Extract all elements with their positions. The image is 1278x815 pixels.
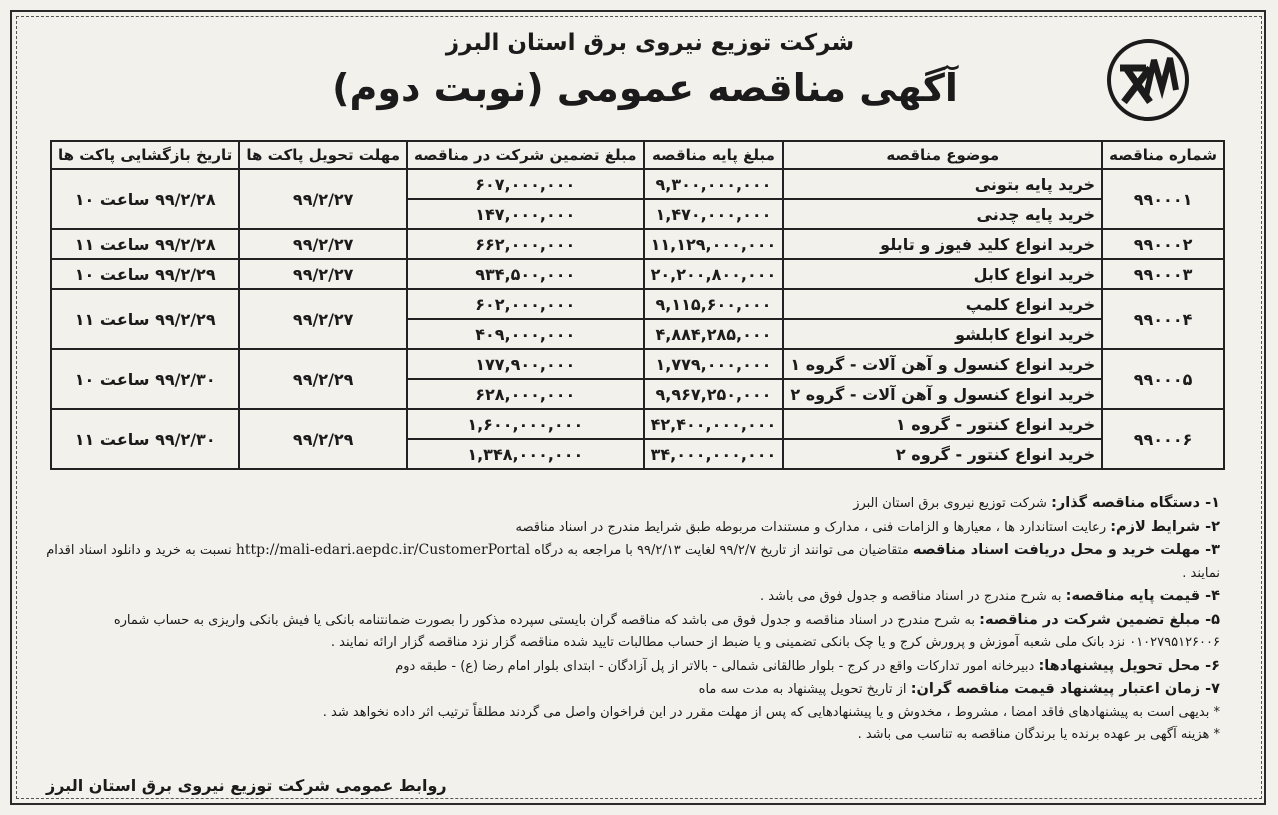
guarantee-amount: ۱,۶۰۰,۰۰۰,۰۰۰ [407,409,644,439]
note-label: ۵- مبلغ تضمین شرکت در مناقصه: [979,611,1220,628]
guarantee-amount: ۶۲۸,۰۰۰,۰۰۰ [407,379,644,409]
column-header: شماره مناقصه [1102,141,1224,169]
note-text: شرکت توزیع نیروی برق استان البرز [853,496,1052,511]
tender-subject: خرید انواع کنتور - گروه ۱ [783,409,1102,439]
note-item [40,492,1220,516]
table-row [51,169,1224,199]
base-amount: ۲۰,۲۰۰,۸۰۰,۰۰۰ [644,259,784,289]
tender-subject: خرید انواع کنسول و آهن آلات - گروه ۲ [783,379,1102,409]
tender-subject: خرید انواع کابلشو [783,319,1102,349]
note-text: متقاضیان می توانند از تاریخ ۹۹/۲/۷ لغایت ۹۹/۲/۱۳ با مراجعه به درگاه [530,543,913,558]
note-text: نسبت به خرید و دانلود اسناد اقدام نمایند . [46,543,1220,581]
guarantee-amount: ۹۳۴,۵۰۰,۰۰۰ [407,259,644,289]
base-amount: ۹,۱۱۵,۶۰۰,۰۰۰ [644,289,784,319]
opening-date: ۹۹/۲/۳۰ ساعت ۱۰ [51,349,239,409]
note-item [40,655,1220,679]
tender-subject: خرید پایه چدنی [783,199,1102,229]
tender-subject: خرید انواع کابل [783,259,1102,289]
table-row [51,289,1224,319]
tender-number: ۹۹۰۰۰۶ [1102,409,1224,469]
delivery-deadline: ۹۹/۲/۲۹ [239,409,407,469]
opening-date: ۹۹/۲/۲۸ ساعت ۱۱ [51,229,239,259]
column-header: مبلغ تضمین شرکت در مناقصه [407,141,644,169]
tender-subject: خرید انواع کلید فیوز و تابلو [783,229,1102,259]
table-row [51,409,1224,439]
note-item [40,609,1220,655]
public-relations-signature: روابط عمومی شرکت توزیع نیروی برق استان البرز [46,776,447,795]
base-amount: ۱۱,۱۲۹,۰۰۰,۰۰۰ [644,229,784,259]
delivery-deadline: ۹۹/۲/۲۷ [239,229,407,259]
note-item [40,678,1220,702]
base-amount: ۱,۴۷۰,۰۰۰,۰۰۰ [644,199,784,229]
note-label: ۷- زمان اعتبار پیشنهاد قیمت مناقصه گران: [910,681,1220,697]
tender-subject: خرید پایه بتونی [783,169,1102,199]
tender-number: ۹۹۰۰۰۱ [1102,169,1224,229]
opening-date: ۹۹/۲/۲۹ ساعت ۱۱ [51,289,239,349]
column-header: مبلغ پایه مناقصه [644,141,784,169]
delivery-deadline: ۹۹/۲/۲۷ [239,169,407,229]
base-amount: ۱,۷۷۹,۰۰۰,۰۰۰ [644,349,784,379]
note-text: به شرح مندرج در اسناد مناقصه و جدول فوق می باشد که مناقصه گران بایستی سپرده مذکور را بصورت ضمانتنامه بانکی یا فیش بانکی واریزی به حساب شماره ۰۱۰۲۷۹۵۱۲۶۰۰۶ نزد بانک ملی شعبه آموزش و پرورش کرج و یا چک بانکی تضمینی و یا ضبط از حساب مطالبات تایید شده مناقصه گزار نزد مناقصه گزار ارائه نمایند . [113,612,1220,650]
column-header: مهلت تحویل پاکت ها [239,141,407,169]
table-row [51,349,1224,379]
guarantee-amount: ۶۰۲,۰۰۰,۰۰۰ [407,289,644,319]
column-header: تاریخ بازگشایی پاکت ها [51,141,239,169]
guarantee-amount: ۱۴۷,۰۰۰,۰۰۰ [407,199,644,229]
page-title: آگهی مناقصه عمومی (نوبت دوم) [332,66,958,110]
portal-link[interactable]: http://mali-edari.aepdc.ir/CustomerPortal [235,542,531,558]
note-item [40,516,1220,540]
tender-number: ۹۹۰۰۰۴ [1102,289,1224,349]
note-item [40,539,1220,585]
note-text: دبیرخانه امور تدارکات واقع در کرج - بلوار طالقانی شمالی - بالاتر از پل آزادگان - ابتدای بلوار امام رضا (ع) - طبقه دوم [395,658,1039,674]
base-amount: ۳۴,۰۰۰,۰۰۰,۰۰۰ [644,439,784,469]
opening-date: ۹۹/۲/۲۹ ساعت ۱۰ [51,259,239,289]
guarantee-amount: ۶۶۲,۰۰۰,۰۰۰ [407,229,644,259]
base-amount: ۹,۹۶۷,۲۵۰,۰۰۰ [644,379,784,409]
column-header: موضوع مناقصه [783,141,1102,169]
base-amount: ۴۲,۴۰۰,۰۰۰,۰۰۰ [644,409,784,439]
base-amount: ۹,۳۰۰,۰۰۰,۰۰۰ [644,169,784,199]
opening-date: ۹۹/۲/۳۰ ساعت ۱۱ [51,409,239,469]
guarantee-amount: ۱۷۷,۹۰۰,۰۰۰ [407,349,644,379]
note-text: رعایت استاندارد ها ، معیارها و الزامات فنی ، مدارک و مستندات مربوطه طبق شرایط مندرج در اسناد مناقصه [515,519,1111,535]
tender-subject: خرید انواع کنسول و آهن آلات - گروه ۱ [783,349,1102,379]
delivery-deadline: ۹۹/۲/۲۷ [239,289,407,349]
tender-table [50,140,1225,470]
note-label: ۱- دستگاه مناقصه گذار: [1051,495,1220,511]
opening-date: ۹۹/۲/۲۸ ساعت ۱۰ [51,169,239,229]
table-header-row [51,141,1224,169]
note-text: به شرح مندرج در اسناد مناقصه و جدول فوق می باشد . [759,589,1066,604]
company-name: شرکت توزیع نیروی برق استان البرز [445,30,855,56]
table-row [51,259,1224,289]
note-text: از تاریخ تحویل پیشنهاد به مدت سه ماه [698,682,911,697]
guarantee-amount: ۶۰۷,۰۰۰,۰۰۰ [407,169,644,199]
tender-number: ۹۹۰۰۰۳ [1102,259,1224,289]
tender-subject: خرید انواع کنتور - گروه ۲ [783,439,1102,469]
bullet-note: * بدیهی است به پیشنهادهای فاقد امضا ، مشروط ، مخدوش و یا پیشنهادهایی که پس از مهلت مقرر در این فراخوان واصل می گردند مطلقاً ترتیب اثر داده نخواهد شد . [322,704,1220,720]
tender-conditions [40,492,1220,747]
tender-number: ۹۹۰۰۰۵ [1102,349,1224,409]
note-label: ۳- مهلت خرید و محل دریافت اسناد مناقصه [912,542,1220,558]
tender-number: ۹۹۰۰۰۲ [1102,229,1224,259]
tender-subject: خرید انواع کلمپ [783,289,1102,319]
guarantee-amount: ۱,۳۴۸,۰۰۰,۰۰۰ [407,439,644,469]
note-label: ۲- شرایط لازم: [1110,518,1220,535]
bullet-note: * هزینه آگهی بر عهده برنده یا برندگان مناقصه به تناسب می باشد . [857,727,1220,742]
note-item [40,585,1220,609]
note-label: ۶- محل تحویل پیشنهادها: [1038,657,1220,674]
table-row [51,229,1224,259]
delivery-deadline: ۹۹/۲/۲۷ [239,259,407,289]
note-label: ۴- قیمت پایه مناقصه: [1065,588,1220,604]
delivery-deadline: ۹۹/۲/۲۹ [239,349,407,409]
base-amount: ۴,۸۸۴,۲۸۵,۰۰۰ [644,319,784,349]
company-logo-icon [1106,38,1190,122]
guarantee-amount: ۴۰۹,۰۰۰,۰۰۰ [407,319,644,349]
